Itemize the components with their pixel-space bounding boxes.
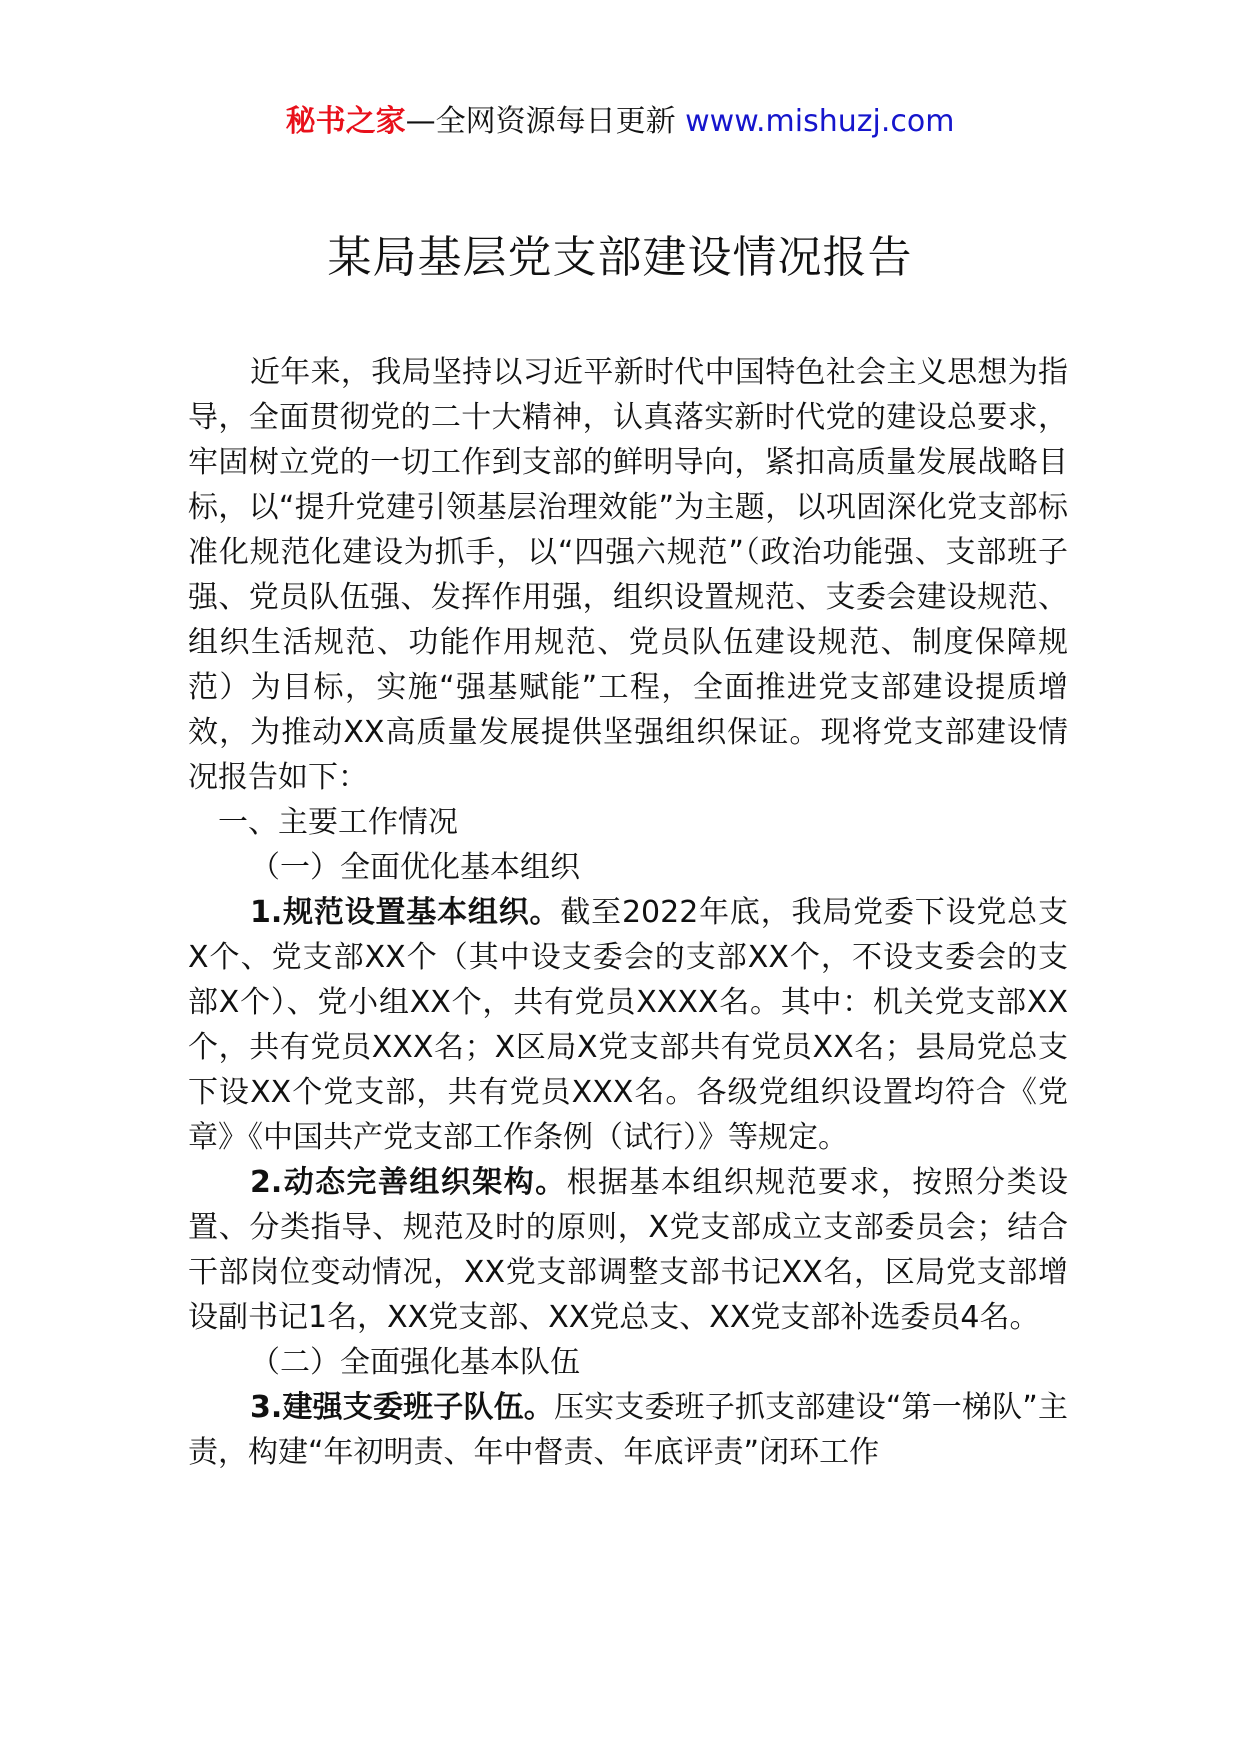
site-banner bbox=[0, 100, 1240, 144]
paragraph-text: 根据基本组织规范要求，按照分类设置、分类指导、规范及时的原则，X党支部成立支部委员会；结合干部岗位变动情况，XX党支部调整支部书记XX名，区局党支部增设副书记1名，XX党支部、XX党总支、XX党支部补选委员4名。 bbox=[188, 1165, 1068, 1335]
paragraph-lead: 2.动态完善组织架构。 bbox=[250, 1165, 567, 1200]
subsection-heading: （一）全面优化基本组织 bbox=[250, 850, 580, 885]
paragraph-lead: 3.建强支委班子队伍。 bbox=[250, 1390, 554, 1425]
document-body bbox=[188, 350, 1068, 1475]
site-brand: 秘书之家 bbox=[285, 104, 406, 139]
paragraph-lead: 1.规范设置基本组织。 bbox=[250, 895, 561, 930]
site-url-link[interactable]: www.mishuzj.com bbox=[685, 104, 955, 139]
paragraph-3 bbox=[188, 1385, 1068, 1475]
section-heading: 一、主要工作情况 bbox=[218, 805, 458, 840]
intro-paragraph: 近年来，我局坚持以习近平新时代中国特色社会主义思想为指导，全面贯彻党的二十大精神，认真落实新时代党的建设总要求，牢固树立党的一切工作到支部的鲜明导向，紧扣高质量发展战略目标，以“提升党建引领基层治理效能”为主题，以巩固深化党支部标准化规范化建设为抓手，以“四强六规范”（政治功能强、支部班子强、党员队伍强、发挥作用强，组织设置规范、支委会建设规范、组织生活规范、功能作用规范、党员队伍建设规范、制度保障规范）为目标，实施“强基赋能”工程，全面推进党支部建设提质增效，为推动XX高质量发展提供坚强组织保证。现将党支部建设情况报告如下： bbox=[188, 355, 1068, 795]
paragraph-2 bbox=[188, 1160, 1068, 1340]
document-title: 某局基层党支部建设情况报告 bbox=[327, 232, 913, 283]
subsection-heading: （二）全面强化基本队伍 bbox=[250, 1345, 580, 1380]
paragraph-text: 截至2022年底，我局党委下设党总支X个、党支部XX个（其中设支委会的支部XX个，不设支委会的支部X个）、党小组XX个，共有党员XXXX名。其中：机关党支部XX个，共有党员XXX名；X区局X党支部共有党员XX名；县局党总支下设XX个党支部，共有党员XXX名。各级党组织设置均符合《党章》《中国共产党支部工作条例（试行）》等规定。 bbox=[188, 895, 1068, 1155]
site-tagline: —全网资源每日更新 bbox=[405, 104, 676, 139]
paragraph-text: 压实支委班子抓支部建设“第一梯队”主责，构建“年初明责、年中督责、年底评责”闭环工作 bbox=[188, 1390, 1068, 1470]
paragraph-1 bbox=[188, 890, 1068, 1160]
